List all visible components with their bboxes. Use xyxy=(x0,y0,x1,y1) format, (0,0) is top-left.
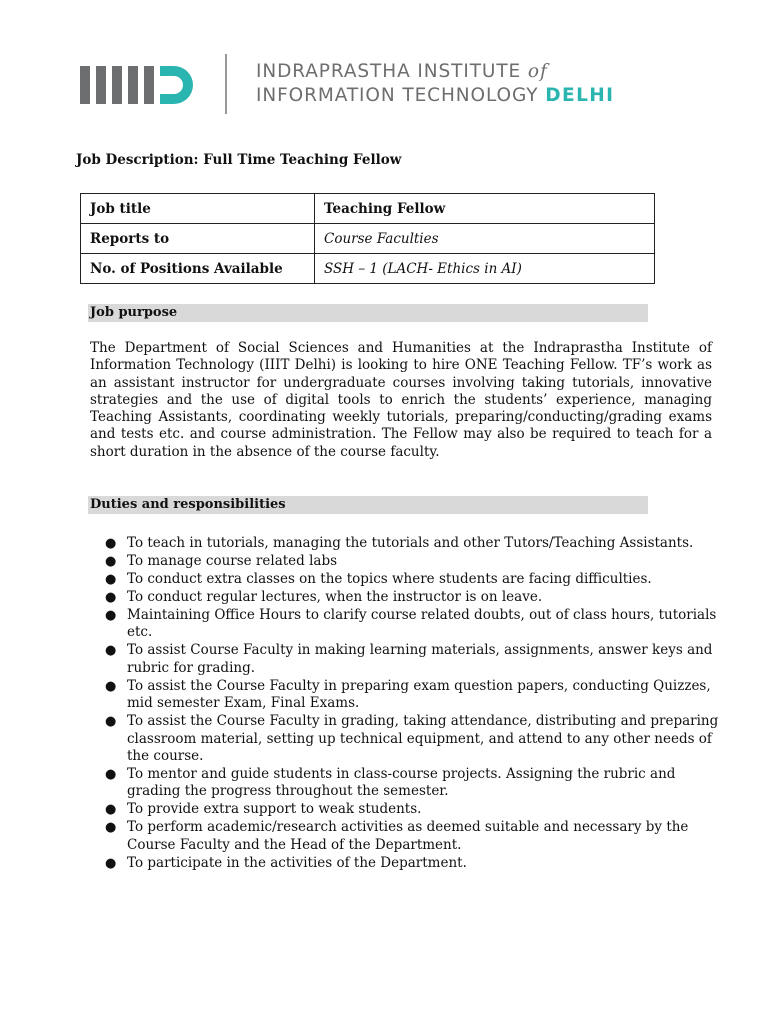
bullet-icon: ● xyxy=(105,590,117,605)
bullet-icon: ● xyxy=(105,820,117,836)
bullet-icon: ● xyxy=(105,855,117,871)
list-item xyxy=(105,535,722,552)
bullet-icon: ● xyxy=(105,572,117,587)
institute-name-line1: INDRAPRASTHA INSTITUTE xyxy=(256,61,522,82)
list-item-text: To participate in the activities of the Department. xyxy=(127,854,467,871)
list-item xyxy=(105,854,722,872)
institute-name-of: of xyxy=(527,61,548,82)
iiitd-logo-icon xyxy=(80,66,198,106)
bullet-icon: ● xyxy=(105,554,117,569)
header-divider xyxy=(225,54,227,114)
list-item-text: To manage course related labs xyxy=(127,553,338,569)
table-value: Teaching Fellow xyxy=(315,194,655,224)
list-item-text: To conduct extra classes on the topics where students are facing difficulties. xyxy=(127,571,652,587)
list-item-text: To assist the Course Faculty in preparing exam question papers, conducting Quizzes, mid semester Exam, Final Exams. xyxy=(127,677,711,712)
list-item xyxy=(105,713,722,765)
institute-header xyxy=(0,0,768,140)
list-item-text: To mentor and guide students in class-course projects. Assigning the rubric and grading the progress throughout the semester. xyxy=(127,766,676,800)
list-item-text: To perform academic/research activities as deemed suitable and necessary by the Course Faculty and the Head of the Department. xyxy=(127,819,689,853)
bullet-icon: ● xyxy=(105,678,117,694)
bullet-icon: ● xyxy=(105,802,117,818)
list-item xyxy=(105,589,722,606)
institute-name-delhi: DELHI xyxy=(545,85,615,106)
list-item-text: To assist Course Faculty in making learning materials, assignments, answer keys and rubric for grading. xyxy=(127,642,713,676)
bullet-icon: ● xyxy=(105,767,117,783)
bullet-icon: ● xyxy=(105,643,117,659)
table-key: No. of Positions Available xyxy=(81,254,315,284)
list-item xyxy=(105,571,722,588)
document-title: Job Description: Full Time Teaching Fellow xyxy=(76,152,402,168)
bullet-icon: ● xyxy=(105,608,117,623)
table-row xyxy=(81,194,655,224)
bullet-icon: ● xyxy=(105,714,117,730)
table-value: SSH – 1 (LACH- Ethics in AI) xyxy=(315,254,655,284)
list-item xyxy=(105,607,722,642)
list-item-text: To assist the Course Faculty in grading, taking attendance, distributing and preparing classroom material, setting up technical equipment, and attend to any other needs of the course. xyxy=(127,713,719,765)
list-item xyxy=(105,642,722,677)
list-item-text: To conduct regular lectures, when the instructor is on leave. xyxy=(127,589,543,605)
table-value: Course Faculties xyxy=(315,224,655,254)
job-info-table xyxy=(80,193,655,284)
table-key: Reports to xyxy=(81,224,315,254)
table-key: Job title xyxy=(81,194,315,224)
duties-list xyxy=(90,535,722,873)
list-item-text: To teach in tutorials, managing the tutorials and other Tutors/Teaching Assistants. xyxy=(127,535,694,551)
table-row xyxy=(81,254,655,284)
list-item xyxy=(105,766,722,801)
list-item-text: Maintaining Office Hours to clarify course related doubts, out of class hours, tutorials etc. xyxy=(127,607,717,641)
list-item xyxy=(105,819,722,854)
list-item xyxy=(105,553,722,570)
list-item xyxy=(105,801,722,818)
institute-name-line2: INFORMATION TECHNOLOGY xyxy=(256,85,539,106)
list-item-text: To provide extra support to weak students. xyxy=(127,801,422,818)
duties-heading: Duties and responsibilities xyxy=(88,496,648,514)
job-purpose-heading: Job purpose xyxy=(88,304,648,322)
table-row xyxy=(81,224,655,254)
job-purpose-text: The Department of Social Sciences and Humanities at the Indraprastha Institute of Information Technology (IIIT Delhi) is looking to hire ONE Teaching Fellow. TF’s work as an assistant instructor for undergraduate courses involving taking tutorials, innovative strategies and the use of digital tools to enrich the students’ experience, managing Teaching Assistants, coordinating weekly tutorials, preparing/conducting/grading exams and tests etc. and course administration. The Fellow may also be required to teach for a short duration in the absence of the course faculty. xyxy=(90,340,712,460)
bullet-icon: ● xyxy=(105,536,117,551)
institute-name xyxy=(256,60,614,108)
list-item xyxy=(105,677,722,713)
